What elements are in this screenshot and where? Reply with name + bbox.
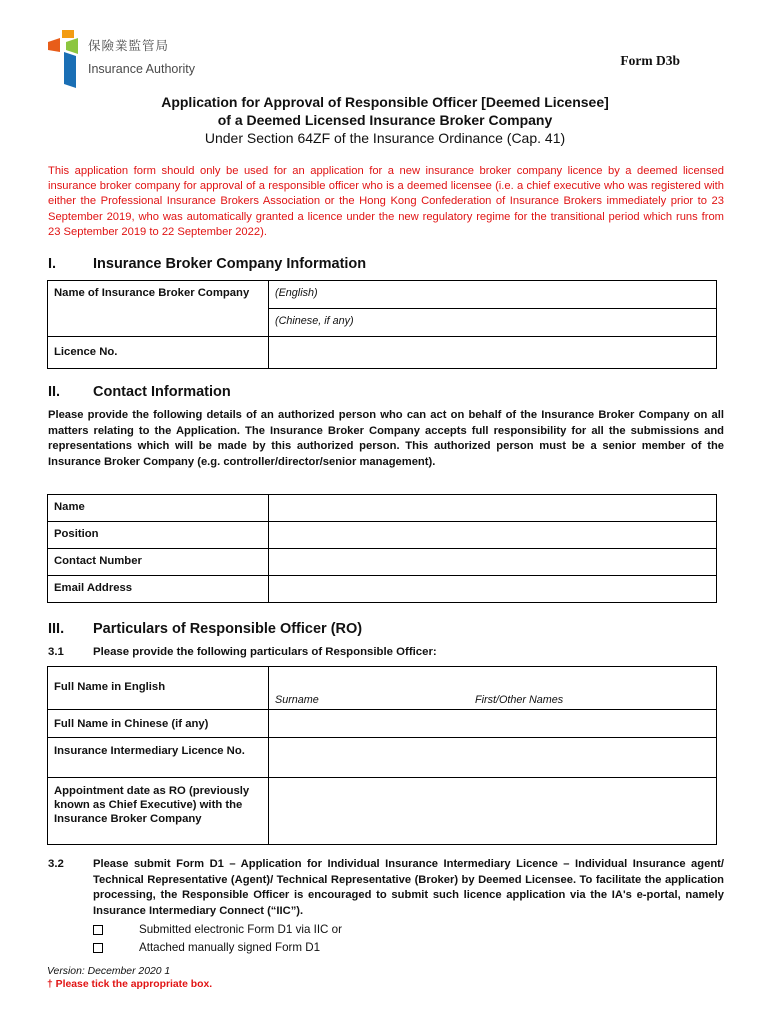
subsection-3-2-number: 3.2 — [48, 858, 64, 870]
contact-number-field[interactable] — [269, 549, 717, 576]
tick-instruction: † Please tick the appropriate box. — [47, 979, 213, 990]
section1-title: Insurance Broker Company Information — [93, 256, 367, 272]
first-names-hint: First/Other Names — [475, 694, 564, 706]
section2-heading — [48, 384, 231, 400]
contact-position-label: Position — [48, 522, 269, 549]
contact-info-table — [47, 494, 717, 603]
contact-name-field[interactable] — [269, 495, 717, 522]
english-hint: (English) — [275, 287, 318, 299]
logo-text-chinese: 保險業監管局 — [88, 38, 170, 53]
ro-full-name-zh-label: Full Name in Chinese (if any) — [48, 710, 269, 738]
ro-licence-no-field[interactable] — [269, 738, 717, 778]
contact-intro: Please provide the following details of an authorized person who can act on behalf of the Insurance Broker Company on all matters relating to the Application. The Insurance Broker Company accepts full responsibility for all the submissions and representations which will be made by this authorized person. This authorized person must be a senior member of the Insurance Broker Company (e.g. controller/director/senior management). — [48, 409, 724, 468]
checkbox-electronic-form[interactable] — [93, 925, 103, 935]
usage-notice: This application form should only be used for an application for a new insurance broker company licence by a deemed licensed insurance broker company for approval of a responsible officer who is a deemed licensee (i.e. a chief executive who was registered with either the Professional Insurance Brokers Association or the Hong Kong Confederation of Insurance Brokers immediately prior to 23 September 2019, who was automatically granted a licence under the new regulatory regime for the transitional period which runs from 23 September 2019 to 22 September 2022). — [48, 165, 724, 238]
licence-no-label: Licence No. — [48, 337, 269, 369]
option-manual-form[interactable] — [93, 941, 320, 954]
form-code: Form D3b — [620, 53, 680, 68]
subsection-3-2-text: Please submit Form D1 – Application for Individual Insurance Intermediary Licence – Individual Insurance agent/ Technical Representative (Agent)/ Technical Representative (Broker) by Deemed Licensee. To facilitate the application processing, the Responsible Officer is encouraged to submit such licence application via the IA's e-portal, namely Insurance Intermediary Connect (“IIC”). — [93, 858, 724, 917]
company-name-label: Name of Insurance Broker Company — [48, 281, 269, 337]
contact-name-label: Name — [48, 495, 269, 522]
company-name-english-field[interactable] — [269, 281, 717, 309]
form-subtitle: Under Section 64ZF of the Insurance Ordinance (Cap. 41) — [204, 130, 566, 146]
option-electronic-form-label: Submitted electronic Form D1 via IIC or — [139, 923, 342, 936]
ro-full-name-en-label: Full Name in English — [48, 667, 269, 710]
contact-number-label: Contact Number — [48, 549, 269, 576]
ro-appointment-date-label: Appointment date as RO (previously known as Chief Executive) with the Insurance Broker Company — [48, 778, 269, 845]
chinese-hint: (Chinese, if any) — [275, 315, 354, 327]
ro-full-name-zh-field[interactable] — [269, 710, 717, 738]
option-manual-form-label: Attached manually signed Form D1 — [139, 941, 321, 954]
contact-email-field[interactable] — [269, 576, 717, 603]
company-info-table — [47, 280, 717, 369]
section3-number: III. — [48, 621, 65, 637]
surname-hint: Surname — [275, 694, 319, 706]
section1-number: I. — [48, 256, 57, 272]
ro-particulars-table — [47, 666, 717, 845]
licence-no-field[interactable] — [269, 337, 717, 369]
option-electronic-form[interactable] — [93, 923, 342, 936]
contact-position-field[interactable] — [269, 522, 717, 549]
form-title-line2: of a Deemed Licensed Insurance Broker Company — [217, 112, 553, 128]
logo-text-english: Insurance Authority — [88, 62, 196, 76]
section2-number: II. — [48, 384, 61, 400]
form-title-line1: Application for Approval of Responsible Officer [Deemed Licensee] — [161, 94, 609, 110]
version-note: Version: December 2020 1 — [47, 966, 171, 977]
contact-email-label: Email Address — [48, 576, 269, 603]
ro-appointment-date-field[interactable] — [269, 778, 717, 845]
checkbox-manual-form[interactable] — [93, 943, 103, 953]
section3-title: Particulars of Responsible Officer (RO) — [93, 621, 363, 637]
section1-heading — [48, 256, 367, 272]
subsection-3-1-text: Please provide the following particulars of Responsible Officer: — [93, 646, 437, 658]
ro-full-name-en-field[interactable] — [269, 667, 717, 710]
section2-title: Contact Information — [93, 384, 231, 400]
ro-licence-no-label: Insurance Intermediary Licence No. — [48, 738, 269, 778]
subsection-3-1-number: 3.1 — [48, 646, 64, 658]
section3-heading — [48, 621, 363, 637]
company-name-chinese-field[interactable] — [269, 309, 717, 337]
